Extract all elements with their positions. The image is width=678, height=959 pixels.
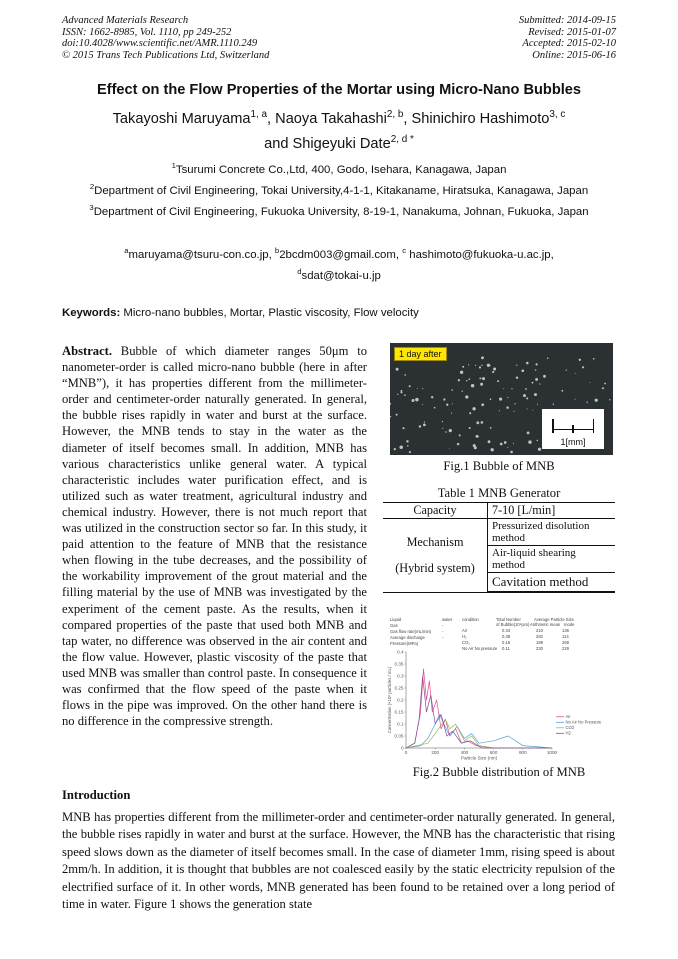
bubble-speck <box>449 429 452 432</box>
bubble-speck <box>479 377 481 379</box>
paper-title: Effect on the Flow Properties of the Mortar using Micro-Nano Bubbles <box>96 82 582 98</box>
bubble-speck <box>593 358 595 360</box>
abstract <box>62 343 367 729</box>
bubble-speck <box>445 431 447 433</box>
fig2-table-cell: Air <box>462 628 468 633</box>
bubble-speck <box>511 388 512 389</box>
bubble-speck <box>506 406 509 409</box>
bubble-speck <box>422 404 423 405</box>
bubble-speck <box>504 441 507 444</box>
fig2-table-cell: 136 <box>562 628 569 633</box>
table1 <box>383 502 615 593</box>
abstract-label: Abstract. <box>62 344 113 358</box>
affiliation-2-text: Department of Civil Engineering, Tokai University,4-1-1, Kitakaname, Hiratsuka, Kanagawa, Japan <box>94 185 589 197</box>
bubble-speck <box>449 448 450 449</box>
bubble-speck <box>602 387 604 389</box>
fig2-legend-label: Air <box>565 714 571 719</box>
fig2-x-tick-label: 0 <box>404 750 408 755</box>
fig2-info-value: - <box>442 629 444 634</box>
bubble-speck <box>523 394 526 397</box>
fig2-y-tick-label: 0 <box>400 745 404 751</box>
bubble-speck <box>404 374 406 376</box>
affiliation-1 <box>0 161 678 176</box>
bubble-speck <box>442 421 443 422</box>
date-submitted: Submitted: 2014-09-15 <box>518 15 616 26</box>
scale-tick-right <box>593 419 595 433</box>
fig2-y-tick-label: 0.15 <box>394 709 404 715</box>
bubble-speck <box>609 399 610 400</box>
journal-issn: ISSN: 1662-8985, Vol. 1110, pp 249-252 <box>62 26 232 38</box>
bubble-speck <box>399 445 403 449</box>
fig2-table-cell: H₂ <box>462 634 467 639</box>
fig2-table-cell: CO₂ <box>462 640 470 645</box>
bubble-speck <box>536 363 538 365</box>
table1-method-1: Pressurized disolution method <box>488 519 616 546</box>
bubble-speck <box>390 416 391 417</box>
bubble-speck <box>451 389 452 390</box>
fig2-table-sub: Arithmetic mean <box>530 622 561 627</box>
table1-method-3: Cavitation method <box>488 573 616 592</box>
fig2-table-head: Average Particle Size <box>534 617 574 622</box>
bubble-speck <box>423 424 426 427</box>
bubble-speck <box>514 403 515 404</box>
author-3: , Shinichiro Hashimoto <box>403 111 550 127</box>
fig2-x-tick-label: 600 <box>489 750 498 755</box>
fig2-table-cell: 0.15 <box>502 640 511 645</box>
bubble-speck <box>460 371 463 374</box>
bubble-speck <box>521 369 524 372</box>
date-accepted: Accepted: 2015-02-10 <box>522 38 616 50</box>
bubble-speck <box>473 444 476 447</box>
bubble-speck <box>526 362 529 365</box>
scale-bar <box>542 409 604 449</box>
bubble-speck <box>507 397 508 398</box>
bubble-speck <box>532 410 533 411</box>
bubble-speck <box>412 399 415 402</box>
bubble-speck <box>604 383 606 385</box>
authors-line-2 <box>0 136 678 152</box>
bubble-speck <box>415 398 418 401</box>
fig2-legend-label: CO2 <box>565 725 575 730</box>
fig2-x-tick-label: 800 <box>518 750 527 755</box>
bubble-speck <box>471 384 474 387</box>
table1-capacity-value: 7-10 [L/min] <box>488 503 616 519</box>
journal-header <box>62 15 269 61</box>
bubble-speck <box>409 451 411 453</box>
bubble-speck <box>527 432 530 435</box>
bubble-speck <box>476 421 479 424</box>
intro-heading: Introduction <box>62 788 131 802</box>
keywords-text: Micro-nano bubbles, Mortar, Plastic viscosity, Flow velocity <box>120 307 419 319</box>
fig2-info-key: Gas <box>390 623 398 628</box>
bubble-speck <box>397 394 398 395</box>
fig2-y-tick-label: 0.3 <box>397 673 404 679</box>
bubble-speck <box>404 394 406 396</box>
bubble-speck <box>466 380 467 381</box>
fig2-table-cell: No Air No pressure <box>462 646 498 651</box>
bubble-speck <box>457 443 459 445</box>
fig2-info-key: Gas flow rate(mL/min) <box>390 629 432 634</box>
bubble-speck <box>586 401 587 402</box>
bubble-speck <box>419 425 421 427</box>
email-b[interactable]: 2bcdm003@gmail.com, <box>279 249 403 261</box>
bubble-speck <box>434 407 436 409</box>
bubble-speck <box>402 427 404 429</box>
bubble-speck <box>553 403 554 404</box>
bubble-speck <box>574 399 575 400</box>
author-4-sup: 2, d * <box>390 134 414 146</box>
fig2-table-cell: 230 <box>536 646 543 651</box>
email-b-sup: b <box>274 246 280 256</box>
scale-line <box>552 429 594 430</box>
author-1-sup: 1, a <box>250 109 268 121</box>
fig2-y-tick-label: 0.1 <box>397 721 404 727</box>
bubble-speck <box>500 443 503 446</box>
dates-header <box>519 15 616 61</box>
keywords-label: Keywords: <box>62 307 121 319</box>
fig2-info-value: - <box>442 623 444 628</box>
table1-caption: Table 1 MNB Generator <box>437 486 561 500</box>
bubble-speck <box>582 366 584 368</box>
bubble-speck <box>452 403 453 404</box>
journal-name: Advanced Materials Research <box>62 15 189 26</box>
bubble-speck <box>490 427 492 429</box>
fig2-x-tick-label: 200 <box>431 750 440 755</box>
bubble-speck <box>479 366 481 368</box>
fig2-info-key: Liquid <box>390 617 402 622</box>
bubble-speck <box>492 371 494 373</box>
bubble-speck <box>528 440 531 443</box>
fig2-y-tick-label: 0.05 <box>394 733 404 739</box>
affiliation-2 <box>0 182 678 197</box>
table1-mechanism-label: Mechanism <box>406 535 464 550</box>
affiliation-3-text: Department of Civil Engineering, Fukuoka University, 8-19-1, Nanakuma, Johnan, Fukuoka, Japan <box>93 206 589 218</box>
bubble-speck <box>538 448 541 451</box>
date-online: Online: 2015-06-16 <box>532 49 616 61</box>
bubble-speck <box>547 358 548 359</box>
email-c[interactable]: hashimoto@fukuoka-u.ac.jp, <box>406 249 554 261</box>
bubble-speck <box>443 398 445 400</box>
bubble-speck <box>499 398 502 401</box>
table1-row <box>383 519 615 546</box>
bubble-speck <box>537 404 538 405</box>
bubble-speck <box>459 434 461 436</box>
bubble-speck <box>535 369 536 370</box>
bubble-speck <box>451 413 452 414</box>
email-c-sup: c <box>402 246 407 256</box>
author-3-sup: 3, c <box>549 109 566 121</box>
bubble-speck <box>462 366 464 368</box>
affiliation-2-sup: 2 <box>89 182 95 192</box>
affiliation-3-sup: 3 <box>89 203 94 213</box>
fig2-legend-label: H2 <box>565 730 571 736</box>
fig2-x-tick-label: 1000 <box>546 750 558 755</box>
bubble-speck <box>407 445 408 446</box>
author-4: and Shigeyuki Date <box>264 136 391 152</box>
fig2-caption: Fig.2 Bubble distribution of MNB <box>412 765 586 779</box>
bubble-speck <box>475 365 476 366</box>
bubble-speck <box>516 376 518 378</box>
author-2: , Naoya Takahashi <box>267 111 387 127</box>
keywords <box>62 307 419 319</box>
bubble-speck <box>417 388 418 389</box>
table1-bottom-rule <box>383 592 615 593</box>
bubble-speck <box>561 390 563 392</box>
bubble-speck <box>493 367 496 370</box>
bubble-speck <box>396 368 399 371</box>
bubble-speck <box>539 383 540 384</box>
bubble-speck <box>401 390 403 392</box>
bubble-speck <box>481 356 484 359</box>
fig2-y-tick-label: 0.25 <box>394 685 404 691</box>
emails-line-2 <box>0 267 678 282</box>
fig2-table-sub: mode <box>564 622 575 627</box>
bubble-speck <box>490 365 491 366</box>
fig2-info-key: Average discharge <box>390 635 425 640</box>
journal-copyright: © 2015 Trans Tech Publications Ltd, Switzerland <box>62 49 270 61</box>
fig2-info-value: water <box>442 617 453 622</box>
bubble-speck <box>462 391 463 392</box>
bubble-speck <box>575 373 576 374</box>
bubble-speck <box>424 421 425 422</box>
fig2-x-label: Particle Size (nm) <box>460 755 498 761</box>
fig1-bubble-photo <box>390 343 613 455</box>
bubble-speck <box>446 404 448 406</box>
bubble-speck <box>409 385 411 387</box>
bubble-speck <box>469 427 471 429</box>
fig1-tag: 1 day after <box>394 347 447 361</box>
fig2-table-cell: 210 <box>536 628 543 633</box>
bubble-speck <box>510 451 513 454</box>
bubble-speck <box>481 365 482 366</box>
email-a-sup: a <box>124 246 129 256</box>
author-1: Takayoshi Maruyama <box>112 111 251 127</box>
scale-label: 1[mm] <box>560 437 586 447</box>
fig2-x-tick-label: 400 <box>460 750 469 755</box>
fig2-table-cell: 199 <box>536 640 543 645</box>
fig2-table-cell: 269 <box>562 640 569 645</box>
email-d[interactable]: sdat@tokai-u.jp <box>301 270 381 282</box>
fig2-table-cell: 282 <box>536 634 543 639</box>
bubble-speck <box>526 397 528 399</box>
bubble-speck <box>503 388 504 389</box>
fig2-table-cell: 0.34 <box>502 628 511 633</box>
affiliation-1-text: Tsurumi Concrete Co.,Ltd, 400, Godo, Isehara, Kanagawa, Japan <box>175 164 507 176</box>
bubble-speck <box>396 414 398 416</box>
fig2-table-cell: 0.11 <box>502 646 510 651</box>
bubble-speck <box>458 379 460 381</box>
abstract-text: Bubble of which diameter ranges 50μm to nanometer-order is called micro-nano bubble (here in after “MNB”), it has properties different from the millimeter-order and centimeter-order naturally generated. In general, the bubble rises rapidly in water and burst at the surface. However, the MNB tends to stay in the water as the diameter of itself becomes small. In addition, MNB has various characteristics unlike general water. A typical characteristic includes water purification effect, and is utilized such as water treatment, agricultural industry and chemical industry. However, there is not much report that was utilized in the construction sector so far. In this study, it paid attention to the feature of MNB that the resistance when flowing in the tube decreases, and the possibility of the workability improvement of the grout material and the filling material by the use of MNB was investigated by the experiment of the cement paste. As the results, when it compared properties of the paste that used both MNB and tap water, no difference was observed in the air content and the flow value. However, plastic viscosity of the paste that used MNB was smaller than control paste. In consequence it was confirmed that the flow speed of the paste when it flows in the pipe was improved. On the other hand there is no difference in the compressive strength. <box>62 344 367 729</box>
table1-method-2: Air-liquid shearing method <box>488 546 616 573</box>
bubble-speck <box>589 382 590 383</box>
fig2-y-tick-label: 0.35 <box>394 661 404 667</box>
email-d-sup: d <box>297 267 302 277</box>
fig2-table-head: Total Number <box>496 617 521 622</box>
bubble-speck <box>468 364 469 365</box>
bubble-speck <box>488 440 491 443</box>
fig2-table-cell: 0.38 <box>502 634 511 639</box>
bubble-speck <box>535 378 538 381</box>
bubble-speck <box>468 378 470 380</box>
fig2-info-value: - <box>442 635 444 640</box>
bubble-speck <box>476 435 479 438</box>
bubble-speck <box>566 369 567 370</box>
fig2-table-cell: 114 <box>562 634 569 639</box>
bubble-speck <box>534 393 537 396</box>
affiliation-1-sup: 1 <box>171 161 176 171</box>
date-revised: Revised: 2015-01-07 <box>528 26 616 38</box>
scale-tick-left <box>552 419 554 433</box>
intro-body <box>62 809 615 913</box>
bubble-speck <box>431 396 433 398</box>
fig2-table-cell: 229 <box>562 646 569 651</box>
fig2-y-tick-label: 0.2 <box>397 697 404 703</box>
authors-line-1 <box>0 111 678 127</box>
bubble-speck <box>543 375 546 378</box>
table1-rule-cell <box>488 592 616 593</box>
journal-doi: doi:10.4028/www.scientific.net/AMR.1110.249 <box>62 38 258 50</box>
bubble-speck <box>507 447 508 448</box>
fig2-chart <box>384 612 616 762</box>
bubble-speck <box>499 410 500 411</box>
affiliation-3 <box>0 203 678 218</box>
bubble-speck <box>532 382 534 384</box>
bubble-speck <box>465 395 468 398</box>
bubble-speck <box>491 448 494 451</box>
bubble-speck <box>481 421 484 424</box>
bubble-speck <box>525 388 527 390</box>
fig2-table-sub: of Bubble(10⁸pcs) <box>496 622 530 627</box>
table1-header-row <box>383 503 615 519</box>
fig2-info-key: Pressure(MPa) <box>390 641 419 646</box>
table1-capacity-label: Capacity <box>383 503 488 519</box>
fig2-y-tick-label: 0.4 <box>397 649 404 655</box>
bubble-speck <box>481 403 484 406</box>
email-a[interactable]: maruyama@tsuru-con.co.jp, <box>128 249 275 261</box>
intro-text: MNB has properties different from the millimeter-order and centimeter-order naturally generated. In general, the bubble rises rapidly in water and burst at the surface. However, the MNB has the characteristic that rising speed slows down as the diameter of itself becomes small. In the case of diameter 1mm, rising speed is about 2mm/h. In addition, it is thought that bubbles are not coalesced easily by the static electricity repulsion of the electrified surface of it. In other words, MNB generated has been found to be retained over a long period of time in water. Figure 1 shows the generation state <box>62 810 615 912</box>
author-2-sup: 2, b <box>386 109 404 121</box>
bubble-speck <box>513 443 514 444</box>
bubble-speck <box>595 399 598 402</box>
table1-mechanism-cell <box>383 519 488 592</box>
bubble-speck <box>497 380 499 382</box>
bubble-speck <box>527 408 528 409</box>
table1-rule-cell <box>383 592 488 593</box>
fig1-caption: Fig.1 Bubble of MNB <box>443 459 555 473</box>
bubble-speck <box>407 441 408 442</box>
bubble-speck <box>490 398 492 400</box>
bubble-speck <box>482 377 485 380</box>
bubble-speck <box>442 428 443 429</box>
table1-mechanism-sub: (Hybrid system) <box>395 561 475 576</box>
bubble-speck <box>394 448 396 450</box>
fig2-table-head: condition <box>462 617 479 622</box>
bubble-speck <box>422 388 423 389</box>
fig2-legend-label: No Air No Pressure <box>565 719 602 725</box>
bubble-speck <box>469 412 471 414</box>
bubble-speck <box>480 383 483 386</box>
emails-line-1 <box>0 246 678 261</box>
fig2-y-label: Concentration (×10⁸ particles / mL) <box>387 666 392 734</box>
bubble-speck <box>472 407 475 410</box>
bubble-speck <box>579 359 581 361</box>
bubble-speck <box>514 411 515 412</box>
bubble-speck <box>487 364 490 367</box>
bubble-speck <box>537 440 538 441</box>
bubble-speck <box>516 365 517 366</box>
